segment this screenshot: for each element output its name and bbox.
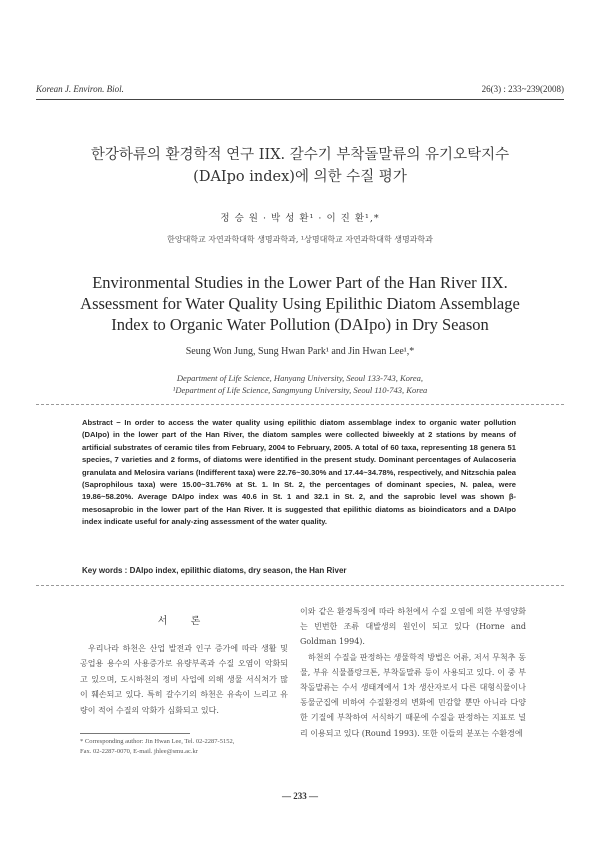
body-paragraph-right-1: 이와 같은 환경특징에 따라 하천에서 수질 오염에 의한 부영양화는 빈번한 조류 대발생의 원인이 되고 있다 (Horne and Goldman 1994). bbox=[300, 607, 526, 647]
keywords: Key words : DAIpo index, epilithic diatoms, dry season, the Han River bbox=[82, 566, 347, 575]
affiliation-korean: 한양대학교 자연과학대학 생명과학과, ¹상명대학교 자연과학대학 생명과학과 bbox=[167, 235, 433, 244]
abstract: Abstract − In order to access the water quality using epilithic diatom assemblage index to organic water pollution (DAIpo) in the lower part of the Han River, the diatom samples were collected biweekly at 2 stations by means of artificial substrates of ceramic tiles from February, 2004 to February, 2005. A total of 60 taxa, representing 18 genera 51 species, 7 varieties and 2 forms, of diatoms were identified in the present study. Dominant percentages of Aulacoseria granulata and Melosira varians (Indifferent taxa) were 22.76~30.30% and 17.44~34.78%, respectively, and Nitzschia palea (Saprophilous taxa) were 15.00~31.76% at St. 1. In St. 2, the percentages of dominant species, N. palea, were 19.86~58.20%. Average DAIpo index was 40.6 in St. 1 and 32.1 in St. 2, and the saprobic level was shown β-mesosaprobic in the lower part of the Han River. It is suggested that epilithic diatoms as bioindicators and a DAIpo index indicate useful for analy-zing assessment of the water quality. bbox=[82, 418, 516, 527]
title-english bbox=[30, 272, 570, 335]
right-column bbox=[300, 604, 526, 741]
authors-english: Seung Won Jung, Sung Hwan Park¹ and Jin Hwan Lee¹,* bbox=[185, 346, 415, 357]
affiliation-english-line-1: Department of Life Science, Hanyang University, Seoul 133-743, Korea, bbox=[176, 373, 424, 383]
header-rule bbox=[36, 99, 564, 100]
abstract-bottom-rule bbox=[36, 585, 564, 586]
title-korean bbox=[40, 144, 560, 188]
title-english-line-1: Environmental Studies in the Lower Part of the Han River IIX. bbox=[92, 273, 508, 292]
title-english-line-2: Assessment for Water Quality Using Epilithic Diatom Assemblage bbox=[80, 294, 520, 313]
abstract-top-rule bbox=[36, 404, 564, 405]
title-korean-line-1: 한강하류의 환경학적 연구 IIX. 갈수기 부착돌말류의 유기오탁지수 bbox=[90, 147, 510, 163]
title-english-line-3: Index to Organic Water Pollution (DAIpo) in Dry Season bbox=[111, 315, 489, 334]
affiliation-english-line-2: ¹Department of Life Science, Sangmyung University, Seoul 110-743, Korea bbox=[172, 385, 428, 395]
authors-korean: 정 승 원 · 박 성 환¹ · 이 진 환¹,* bbox=[220, 213, 380, 224]
page-number: — 233 — bbox=[282, 791, 318, 801]
title-korean-line-2: (DAIpo index)에 의한 수질 평가 bbox=[193, 169, 407, 185]
footnote bbox=[80, 737, 290, 756]
volume-issue: 26(3) : 233~239(2008) bbox=[481, 84, 564, 94]
body-paragraph-left: 우리나라 하천은 산업 발전과 인구 증가에 따라 생활 및 공업용 용수의 사용증가로 유량부족과 수질 오염이 악화되고 있으며, 도시하천의 정비 사업에 의해 생물 서식처가 많이 훼손되고 있다. 특히 갈수기의 하천은 유속이 느리고 유량이 적어 수질의 악화가 심화되고 있다. bbox=[80, 644, 288, 715]
section-heading-introduction: 서 론 bbox=[157, 616, 211, 627]
affiliation-english bbox=[40, 372, 560, 396]
running-head bbox=[36, 84, 564, 100]
footnote-line-2: Fax. 02-2287-0070, E-mail. jhlee@smu.ac.kr bbox=[80, 747, 198, 755]
left-column bbox=[80, 612, 288, 718]
body-paragraph-right-2: 하천의 수질을 판정하는 생물학적 방법은 어류, 저서 무척추 동물, 부유 식물플랑크톤, 부착돌말류 등이 사용되고 있다. 이 중 부착돌말류는 수서 생태계에서 1차 생산자로서 다른 대형식물이나 동물군집에 비하여 수질환경의 변화에 민감할 뿐만 아니라 다양한 기질에 부착하여 서식하기 때문에 수질을 판정하는 지표로 널리 이용되고 있다 (Round 1993). 또한 이들의 분포는 수환경에 bbox=[300, 652, 526, 738]
footnote-rule bbox=[80, 733, 190, 734]
journal-name: Korean J. Environ. Biol. bbox=[36, 84, 124, 94]
footnote-line-1: * Corresponding author: Jin Hwan Lee, Tel. 02-2287-5152, bbox=[80, 738, 235, 745]
